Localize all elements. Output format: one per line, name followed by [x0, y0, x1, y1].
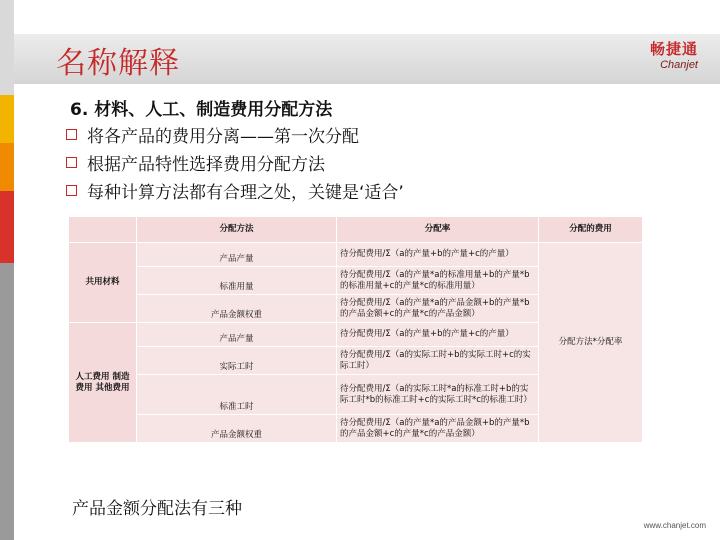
- website-url: www.chanjet.com: [643, 521, 706, 530]
- rate-cell: 待分配费用/Σ（a的产量*a的产品金额+b的产量*b的产品金额+c的产量*c的产品金额）: [337, 295, 539, 323]
- rate-cell: 待分配费用/Σ（a的产量*a的产品金额+b的产量*b的产品金额+c的产量*c的产品金额）: [337, 415, 539, 443]
- bullet-list: [66, 120, 404, 204]
- square-bullet-icon: [66, 157, 77, 168]
- allocated-cost-cell: 分配方法*分配率: [539, 243, 643, 443]
- square-bullet-icon: [66, 185, 77, 196]
- square-bullet-icon: [66, 129, 77, 140]
- logo-en-text: Chanjet: [660, 59, 698, 71]
- method-cell: 产品金额权重: [137, 295, 337, 323]
- bullet-text: 每种计算方法都有合理之处，关键是‘适合’: [87, 182, 404, 203]
- method-cell: 产品产量: [137, 243, 337, 267]
- bullet-item: [66, 148, 404, 176]
- table-header-row: [69, 217, 643, 243]
- method-cell: 产品产量: [137, 323, 337, 347]
- header-cell-allocated-cost: 分配的费用: [539, 217, 643, 243]
- table-row: [69, 243, 643, 267]
- footer-note: 产品金额分配法有三种: [72, 499, 242, 519]
- allocation-method-table: [68, 216, 643, 443]
- rate-cell: 待分配费用/Σ（a的产量+b的产量+c的产量）: [337, 323, 539, 347]
- chanjet-logo: [650, 38, 698, 71]
- bullet-item: [66, 120, 404, 148]
- method-cell: 实际工时: [137, 347, 337, 375]
- rate-cell: 待分配费用/Σ（a的产量*a的标准用量+b的产量*b的标准用量+c的产量*c的标准用量）: [337, 267, 539, 295]
- logo-cn-text: 畅捷通: [649, 40, 698, 58]
- bullet-text: 根据产品特性选择费用分配方法: [87, 154, 325, 175]
- method-cell: 标准用量: [137, 267, 337, 295]
- method-cell: 产品金额权重: [137, 415, 337, 443]
- section-heading: 6. 材料、人工、制造费用分配方法: [70, 100, 333, 120]
- rate-cell: 待分配费用/Σ（a的实际工时+b的实际工时+c的实际工时）: [337, 347, 539, 375]
- header-cell-method: 分配方法: [137, 217, 337, 243]
- method-cell: 标准工时: [137, 375, 337, 415]
- left-color-stripe: [0, 0, 14, 540]
- group-cell-material: 共用材料: [69, 243, 137, 323]
- page-title: 名称解释: [56, 46, 180, 81]
- rate-cell: 待分配费用/Σ（a的产量+b的产量+c的产量）: [337, 243, 539, 267]
- header-cell-rate: 分配率: [337, 217, 539, 243]
- group-cell-labor-overhead: 人工费用 制造费用 其他费用: [69, 323, 137, 443]
- bullet-text: 将各产品的费用分离——第一次分配: [87, 126, 359, 147]
- bullet-item: [66, 176, 404, 204]
- rate-cell: 待分配费用/Σ（a的实际工时*a的标准工时+b的实际工时*b的标准工时+c的实际工时*c的标准工时）: [337, 375, 539, 415]
- header-cell-category: [69, 217, 137, 243]
